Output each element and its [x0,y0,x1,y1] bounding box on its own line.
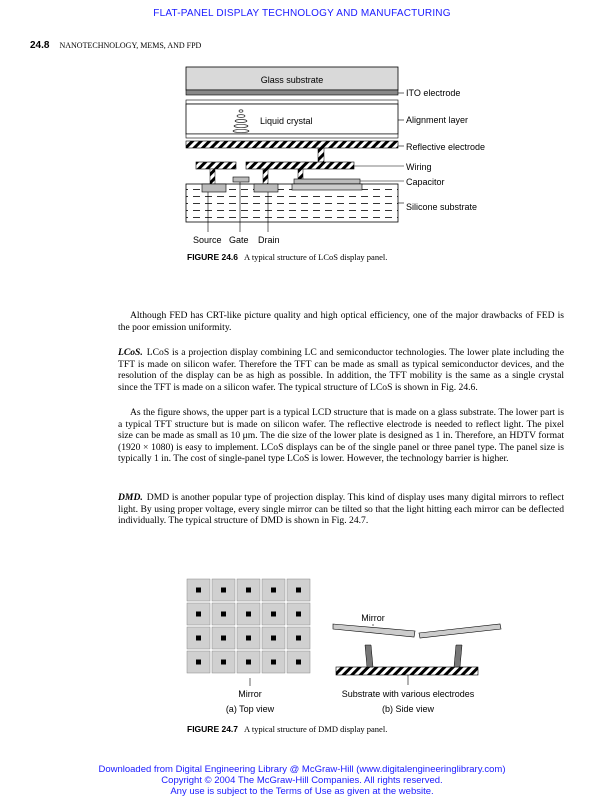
running-title: NANOTECHNOLOGY, MEMS, AND FPD [59,41,202,50]
label-ito-electrode: ITO electrode [406,88,461,98]
label-mirror-side: Mirror [361,613,385,623]
label-gate: Gate [229,235,249,245]
dmd-mirror-post [246,636,251,641]
paragraph-lcos-2: As the figure shows, the upper part is a typical LCD structure that is made on a glass substrate. The lower part is a typical TFT structure but is made on silicon wafer. The reflective electrode is needed to reflect light. The pixel size can be made as small as 10 μm. The die size of the lower plate is designed as 1 in. Therefore, an HDTV format (1920 × 1080) is easy to implement. LCoS displays can be of the single panel or three panel type. The panel size is typically 1 in. The cost of single-panel type LCoS is lower. However, the technology barrier is higher. [118,407,564,465]
dmd-mirror-post [246,588,251,593]
dmd-mirror-post [221,660,226,665]
dmd-mirror-post [296,588,301,593]
label-side-view: (b) Side view [381,704,435,714]
dmd-mirror-post [246,660,251,665]
label-capacitor: Capacitor [406,177,445,187]
dmd-top-view-grid [187,579,310,673]
gate [233,177,249,182]
ito-electrode [186,90,398,95]
dmd-mirror-post [271,660,276,665]
mirror-right [419,624,501,638]
figure-24-7-number: FIGURE 24.7 [187,724,239,734]
label-reflective-electrode: Reflective electrode [406,142,486,152]
label-silicone-substrate: Silicone substrate [406,202,478,212]
lcos-heading: LCoS. [118,347,143,358]
label-top-view: (a) Top view [225,704,275,714]
label-glass-substrate: Glass substrate [260,75,324,85]
substrate [336,667,478,675]
mirror-left [333,624,415,637]
figure-24-7-text: A typical structure of DMD display panel. [244,724,388,734]
dmd-mirror-post [196,636,201,641]
post-right [454,645,462,667]
dmd-mirror-post [221,612,226,617]
footer-terms: Any use is subject to the Terms of Use as given at the website. [170,786,434,797]
source-region [202,184,226,192]
lcos-text: LCoS is a projection display combining LC and semiconductor technologies. The lower plate including the TFT is made on silicon wafer. Therefore the TFT can be made as small as typical semiconductor devices, and the resolution of the display can be as high as possible. In addition, the TFT mobility is the same as a single crystal since the TFT is made on a silicon wafer. The typical structure of LCoS is shown in Fig. 24.6. [118,347,564,393]
paragraph-dmd [118,492,564,527]
dmd-mirror-post [196,660,201,665]
footer-download-link[interactable]: Downloaded from Digital Engineering Library @ McGraw-Hill (www.digitalengineeringlibrary.com) [98,764,506,775]
banner-title: FLAT-PANEL DISPLAY TECHNOLOGY AND MANUFACTURING [153,8,451,19]
dmd-mirror-post [296,660,301,665]
dmd-mirror-post [221,636,226,641]
reflective-electrode [186,141,398,148]
alignment-layer-top [186,100,398,104]
dmd-mirror-post [196,612,201,617]
dmd-mirror-post [196,588,201,593]
paragraph-lcos [118,347,564,393]
figure-24-7-caption [187,724,387,734]
footer [0,764,604,797]
label-drain: Drain [258,235,280,245]
running-head [30,40,201,51]
label-mirror-top: Mirror [238,689,262,699]
label-wiring: Wiring [406,162,432,172]
capacitor [294,179,360,184]
label-source: Source [193,235,222,245]
figure-24-6-caption [187,252,387,262]
label-alignment-layer: Alignment layer [406,115,469,125]
figure-24-6-text: A typical structure of LCoS display panel. [244,252,388,262]
post-left [365,645,373,667]
footer-copyright: Copyright © 2004 The McGraw-Hill Companies. All rights reserved. [161,775,443,786]
wiring-left [196,162,236,169]
dmd-mirror-post [296,636,301,641]
drain-region [254,184,278,192]
dmd-mirror-post [246,612,251,617]
dmd-mirror-post [271,612,276,617]
paragraph-fed: Although FED has CRT-like picture quality and high optical efficiency, one of the major drawbacks of FED is the poor emission uniformity. [118,310,564,333]
label-substrate: Substrate with various electrodes [341,689,475,699]
dmd-mirror-post [271,636,276,641]
alignment-layer-bottom [186,134,398,138]
dmd-mirror-post [271,588,276,593]
page-number: 24.8 [30,40,50,51]
dmd-text: DMD is another popular type of projection display. This kind of display uses many digital mirrors to reflect light. By using proper voltage, every single mirror can be tilted so that the light hitting each mirror can be deflected individually. The typical structure of DMD is shown in Fig. 24.7. [118,492,564,527]
wiring-mid [246,162,354,169]
dmd-heading: DMD. [118,492,143,503]
figure-lcos-diagram [0,60,604,250]
dmd-mirror-post [221,588,226,593]
dmd-mirror-post [296,612,301,617]
label-liquid-crystal: Liquid crystal [260,116,313,126]
figure-24-6-number: FIGURE 24.6 [187,252,239,262]
figure-dmd-diagram [0,575,604,720]
